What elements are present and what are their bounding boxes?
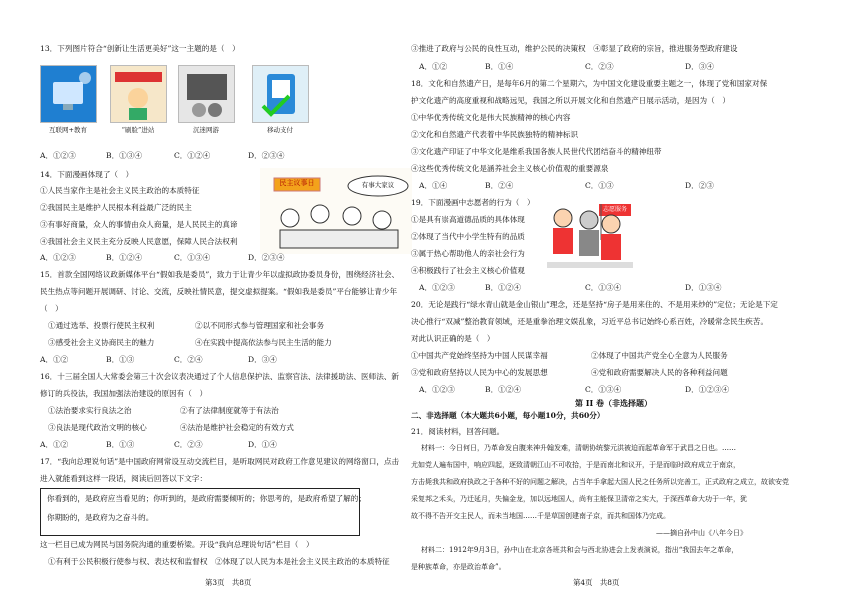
q13-caption-3: 沉迷网游 <box>193 126 219 134</box>
q21-material1-line-1: 材料一：今日何日，乃革命发自腹来神升翰发难，清朝协统黎元洪被迫而起革命军于武昌之日也。…… <box>421 444 736 452</box>
q16-item-2: ②有了法律制度就等于有法治 <box>180 406 279 415</box>
q18-item-1: ①中华优秀传统文化是伟大民族精神的核心内容 <box>411 113 571 122</box>
q17-quote-box <box>40 488 366 536</box>
part2-title: 第 II 卷（非选择题） <box>574 398 653 408</box>
q20-item-3: ③党和政府坚持以人民为中心的发展思想 <box>411 368 548 377</box>
option-c[interactable]: C．①③ <box>585 181 614 190</box>
q18-item-4: ④这些优秀传统文化是涵养社会主义核心价值观的重要源泉 <box>411 164 609 173</box>
q20-line-2: 决心推行“双减”整治教育领域，还是重拳治理文娱乱象，习近平总书记始终心系百姓，冷暖常念民生疾苦。 <box>411 317 769 326</box>
option-b[interactable]: B．①②④ <box>106 253 142 262</box>
q20-line-1: 20．无论是践行“绿水青山就是金山银山”理念，还是坚持“房子是用来住的、不是用来炒的”定位；无论是下定 <box>411 300 778 309</box>
q17-line-1: 17．“我向总理说句话”是中国政府网常设互动交流栏目，是听取网民对政府工作意见建议的网络窗口，点击 <box>40 457 400 466</box>
q19-options <box>419 283 745 293</box>
q20-item-1: ①中国共产党始终坚持为中国人民谋幸福 <box>411 351 548 360</box>
q13-picture-2 <box>110 65 167 123</box>
q18-options <box>419 181 745 191</box>
option-d[interactable]: D．③④ <box>248 355 277 364</box>
q14-item-2: ②我国民主是维护人民根本利益最广泛的民主 <box>40 203 192 212</box>
q19-item-1: ①是具有崇高道德品质的具体体现 <box>411 215 525 224</box>
q20-item-4: ④党和政府需要解决人民的各种利益问题 <box>591 368 728 377</box>
option-b[interactable]: B．②④ <box>485 181 514 190</box>
q17-line-2: 进入就能看到这样一段话，阅读后回答以下文字： <box>40 474 208 483</box>
q21-material1-source: ——摘自孙中山《八年今日》 <box>656 529 747 537</box>
q15-item-3: ③感受社会主义协商民主的魅力 <box>48 338 155 347</box>
comic-sign: 民主议事日 <box>279 179 315 187</box>
q15-item-4: ④在实践中提高依法参与民主生活的能力 <box>195 338 332 347</box>
option-c[interactable]: C．①③④ <box>174 253 211 262</box>
q13-options <box>40 151 308 161</box>
q15-line-1: 15．首款全国网络议政新媒体平台“假如我是委员”，致力于让青少年以虚拟政协委员身份，围绕经济社会、 <box>40 270 400 279</box>
option-d[interactable]: D．①②③④ <box>685 385 730 394</box>
q21-material2-line-2: 是种族革命，亦是政治革命”。 <box>411 563 506 571</box>
q16-options <box>40 440 308 450</box>
q21-material2-line-1: 材料二：1912年9月3日，孙中山在北京各班共和会与西北协进会上发表演说，指出“我国去年之革命， <box>421 546 739 554</box>
option-a[interactable]: A．①②③ <box>419 283 455 292</box>
q20-options <box>419 385 765 395</box>
q21-material1-line-2: 尤如党人遍布国中，响应四起，逐致清朝江山不可收拾，于是而南北和议开，于是而临时政府成立于南京， <box>411 461 740 469</box>
page-footer-left: 第3页 共8页 <box>205 578 252 587</box>
option-d[interactable]: D．①③④ <box>685 283 722 292</box>
volunteer-flag: 志愿服务 <box>602 206 627 213</box>
option-d[interactable]: D．②③④ <box>248 151 285 160</box>
option-b[interactable]: B．①③④ <box>106 151 142 160</box>
q21-material1-line-3: 方击毙我共和政府执政之于各种不好的问题之解决，占当年手拿起大国人民之任务所以完善工，正式政府之成立，故欲安党 <box>411 478 789 486</box>
q13-caption-2: “刷脸”进站 <box>121 126 155 134</box>
q15-options <box>40 355 308 365</box>
q14-comic <box>260 168 412 254</box>
q14-stem: 14．下面漫画体现了（ ） <box>40 170 134 179</box>
q13-caption-1: 互联网+教育 <box>49 126 87 134</box>
option-c[interactable]: C．②③ <box>174 440 203 449</box>
q17-options <box>419 62 745 72</box>
option-c[interactable]: C．①③④ <box>585 385 622 394</box>
q19-item-4: ④积极践行了社会主义核心价值观 <box>411 266 525 275</box>
option-d[interactable]: D．③④ <box>685 62 714 71</box>
q16-item-1: ①法治要求实行良法之治 <box>48 406 132 415</box>
q17-quote-1: 你看到的，是政府应当看见的；你听到的，是政府需要倾听的；你思考的，是政府希望了解的； <box>47 494 366 503</box>
q14-item-1: ①人民当家作主是社会主义民主政治的本质特征 <box>40 186 200 195</box>
option-b[interactable]: B．①④ <box>485 62 514 71</box>
part2-heading: 二、非选择题（本大题共6小题，每小题10分，共60分） <box>411 411 605 420</box>
q13-stem: 13．下列图片符合“创新让生活更美好”这一主题的是（ ） <box>40 44 240 53</box>
option-a[interactable]: A．①②③ <box>419 385 455 394</box>
option-b[interactable]: B．①③ <box>106 440 135 449</box>
option-a[interactable]: A．①②③ <box>40 151 76 160</box>
q15-line-2: 民生热点等问题开展调研、讨论、交流，反映社情民意，提交虚拟提案。“假如我是委员”平台能够让青少年 <box>40 287 398 296</box>
q18-item-3: ③文化遗产印证了中华文化是维系我国各族人民世代代团结奋斗的精神纽带 <box>411 147 662 156</box>
option-a[interactable]: A．①② <box>40 355 69 364</box>
q16-line-1: 16．十三届全国人大常委会第三十次会议表决通过了个人信息保护法、监察官法、法律援助法、医师法、新 <box>40 372 399 381</box>
option-a[interactable]: A．①② <box>40 440 69 449</box>
option-c[interactable]: C．①③④ <box>585 283 622 292</box>
q21-material1-line-5: 故不得不告开交主民人，而未当地国……千是草国创建南子京，而共和国体乃完成。 <box>411 512 670 520</box>
q14-item-3: ③有事好商量，众人的事情由众人商量，是人民民主的真谛 <box>40 220 238 229</box>
q17-item-1: ①有利于公民积极行使参与权、表达权和监督权 <box>48 557 208 566</box>
q16-item-3: ③良法是现代政治文明的核心 <box>48 423 147 432</box>
q19-item-2: ②体现了当代中小学生特有的品质 <box>411 232 525 241</box>
q18-line-1: 18．文化和自然遗产日，是每年6月的第二个星期六，为中国文化建设重要主题之一，体现了党和国家对保 <box>411 79 768 88</box>
option-d[interactable]: D．②③④ <box>248 253 285 262</box>
q19-item-3: ③属于热心帮助他人的亲社会行为 <box>411 249 525 258</box>
q14-item-4: ④我国社会主义民主充分反映人民意愿，保障人民合法权利 <box>40 237 238 246</box>
q15-item-2: ②以不同形式参与管理国家和社会事务 <box>195 321 325 330</box>
q21-stem: 21．阅读材料，回答问题。 <box>411 427 505 436</box>
q18-item-2: ②文化和自然遗产代表着中华民族独特的精神标识 <box>411 130 579 139</box>
option-d[interactable]: D．①④ <box>248 440 277 449</box>
q15-item-1: ①通过选举、投票行使民主权利 <box>48 321 155 330</box>
q21-material1-line-4: 采复邦之禾头，乃迁延月，失偏金龙，加以远地国人，尚有主能保卫清帝之实大，于深西革命大功于一年，犹 <box>411 495 747 503</box>
q17-after: 这一栏目已成为网民与国务院沟通的重要桥梁。开设“我向总理说句话”栏目（ ） <box>40 540 314 549</box>
q17-item-2: ②体现了以人民为本是社会主义民主政治的本质特征 <box>215 557 390 566</box>
q13-picture-3 <box>178 65 235 123</box>
option-a[interactable]: A．①② <box>419 62 448 71</box>
page-footer-right: 第4页 共8页 <box>573 578 620 587</box>
option-d[interactable]: D．②③ <box>685 181 714 190</box>
q19-stem: 19．下面漫画中志愿者的行为（ ） <box>411 198 535 207</box>
option-c[interactable]: C．①②④ <box>174 151 211 160</box>
q13-caption-4: 移动支付 <box>267 126 293 134</box>
q14-options <box>40 253 308 263</box>
q18-line-2: 护文化遗产的高度重视和战略远见，我国之所以开展文化和自然遗产日展示活动，是因为（ ） <box>411 96 730 105</box>
q17-continued: ③推进了政府与公民的良性互动，维护公民的决策权 ④彰显了政府的宗旨，推进服务型政府建设 <box>411 44 738 53</box>
q20-item-2: ②体现了中国共产党全心全意为人民服务 <box>591 351 728 360</box>
option-b[interactable]: B．①③ <box>106 355 135 364</box>
option-a[interactable]: A．①②③ <box>40 253 76 262</box>
q17-quote-2: 你期盼的，是政府为之奋斗的。 <box>47 513 154 522</box>
option-a[interactable]: A．①④ <box>419 181 448 190</box>
option-b[interactable]: B．①②④ <box>485 283 521 292</box>
comic-bubble: 有事大家议 <box>361 181 395 189</box>
q20-line-3: 对此认识正确的是（ ） <box>411 334 495 343</box>
q16-item-4: ④法治是维护社会稳定的有效方式 <box>180 423 294 432</box>
option-c[interactable]: C．②③ <box>585 62 614 71</box>
q15-line-3: （ ） <box>40 304 63 313</box>
option-c[interactable]: C．②④ <box>174 355 203 364</box>
q16-line-2: 修订的兵役法，我国加强法治建设的原因有（ ） <box>40 389 208 398</box>
q13-picture-1 <box>40 65 97 123</box>
q19-comic <box>541 200 639 272</box>
q13-picture-4 <box>252 65 309 123</box>
option-b[interactable]: B．①②④ <box>485 385 521 394</box>
